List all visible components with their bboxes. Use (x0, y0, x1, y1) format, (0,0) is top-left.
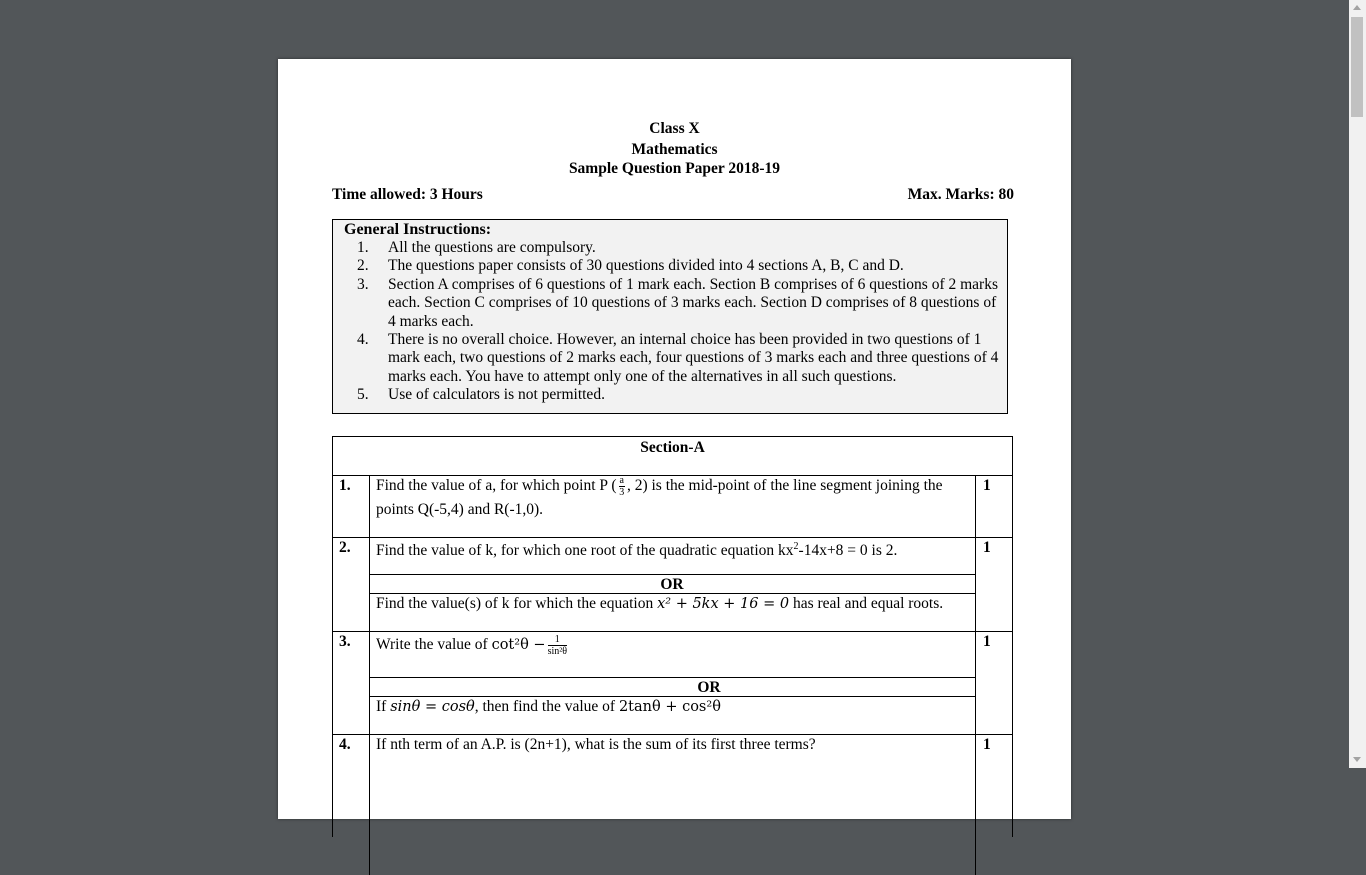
scroll-up-arrow-icon[interactable] (1353, 5, 1361, 10)
equation: cot²θ − (491, 637, 546, 654)
row-divider (369, 677, 975, 678)
class-heading: Class X (649, 120, 700, 137)
subject-heading: Mathematics (631, 141, 718, 158)
fraction-denominator: 3 (619, 487, 625, 498)
column-divider (369, 475, 370, 875)
question-text-part: Find the value of k, for which one root of the quadratic equation kx (376, 542, 794, 560)
question-2-alternative (376, 593, 943, 615)
question-text-part: Find the value(s) of k for which the equation (376, 595, 658, 612)
question-text-part: , then find the value of (474, 698, 619, 715)
instruction-item (333, 257, 1007, 275)
equation: 2tanθ + cos²θ (618, 699, 721, 715)
instruction-number: 5. (357, 386, 369, 404)
instruction-number: 1. (357, 239, 369, 256)
instruction-item (333, 331, 1007, 386)
question-marks: 1 (983, 477, 991, 494)
instructions-title: General Instructions: (344, 221, 492, 238)
question-1-text (376, 475, 943, 498)
fraction-numerator: 1 (548, 634, 567, 646)
instruction-text: The questions paper consists of 30 questions divided into 4 sections A, B, C and D. (388, 257, 904, 275)
or-label: OR (660, 576, 684, 593)
fraction-denominator: sin²θ (547, 646, 568, 657)
question-text-part: -14x+8 = 0 is 2. (798, 542, 898, 560)
instructions-list (333, 239, 1007, 405)
question-marks: 1 (983, 736, 991, 753)
row-divider (369, 574, 975, 575)
instruction-text: Section A comprises of 6 questions of 1 mark each. Section B comprises of 6 questions of 2 marks each. Section C comprises of 10 questions of 3 marks each. Section D comprises of 8 questions of 4 marks each. (388, 275, 999, 330)
question-3-alternative (376, 696, 721, 718)
column-divider (975, 475, 976, 875)
question-number: 1. (339, 477, 351, 494)
instruction-text: All the questions are compulsory. (388, 239, 596, 256)
question-number: 3. (339, 633, 351, 650)
vertical-scrollbar[interactable] (1349, 0, 1366, 768)
question-paper-page (278, 59, 1071, 819)
equation: sinθ = cosθ (390, 699, 475, 715)
question-marks: 1 (983, 539, 991, 556)
question-4-text: If nth term of an A.P. is (2n+1), what is the sum of its first three terms? (376, 736, 816, 753)
fraction (619, 475, 625, 498)
question-3-text (376, 634, 569, 657)
question-marks: 1 (983, 633, 991, 650)
instruction-item (333, 276, 1007, 331)
or-label: OR (697, 679, 721, 696)
instruction-number: 4. (357, 331, 369, 349)
instruction-text: There is no overall choice. However, an internal choice has been provided in two questions of 1 mark each, two questions of 2 marks each, four questions of 3 marks each and three questions of 4 marks each. You have to attempt only one of the alternatives in all such questions. (388, 331, 999, 385)
paper-heading: Sample Question Paper 2018-19 (568, 160, 781, 177)
instruction-item (333, 386, 1007, 404)
general-instructions-box (332, 219, 1008, 414)
time-allowed: Time allowed: 3 Hours (332, 186, 483, 203)
superscript: 2 (793, 541, 799, 552)
question-2-text (376, 536, 897, 562)
fraction (548, 634, 567, 657)
row-divider (333, 631, 1012, 632)
instruction-number: 2. (357, 257, 369, 275)
question-text-part: has real and equal roots. (789, 595, 944, 612)
question-number: 4. (339, 736, 351, 753)
scrollbar-thumb[interactable] (1351, 17, 1363, 117)
instruction-text: Use of calculators is not permitted. (388, 386, 605, 404)
question-1-text-line2: points Q(-5,4) and R(-1,0). (376, 501, 544, 518)
instruction-item (333, 239, 1007, 257)
instruction-number: 3. (357, 275, 369, 293)
question-text-part: , 2) is the mid-point of the line segment joining the (626, 477, 943, 495)
question-text-part: If (376, 698, 391, 715)
section-title: Section-A (640, 439, 705, 456)
question-text-part: Write the value of (376, 636, 492, 654)
max-marks: Max. Marks: 80 (907, 186, 1014, 203)
question-number: 2. (339, 539, 351, 556)
section-a-table (332, 436, 1013, 837)
fraction-numerator: a (619, 475, 624, 486)
equation: x² + 5kx + 16 = 0 (657, 596, 790, 612)
scroll-down-arrow-icon[interactable] (1353, 757, 1361, 762)
question-text-part: Find the value of a, for which point P ( (376, 477, 617, 495)
